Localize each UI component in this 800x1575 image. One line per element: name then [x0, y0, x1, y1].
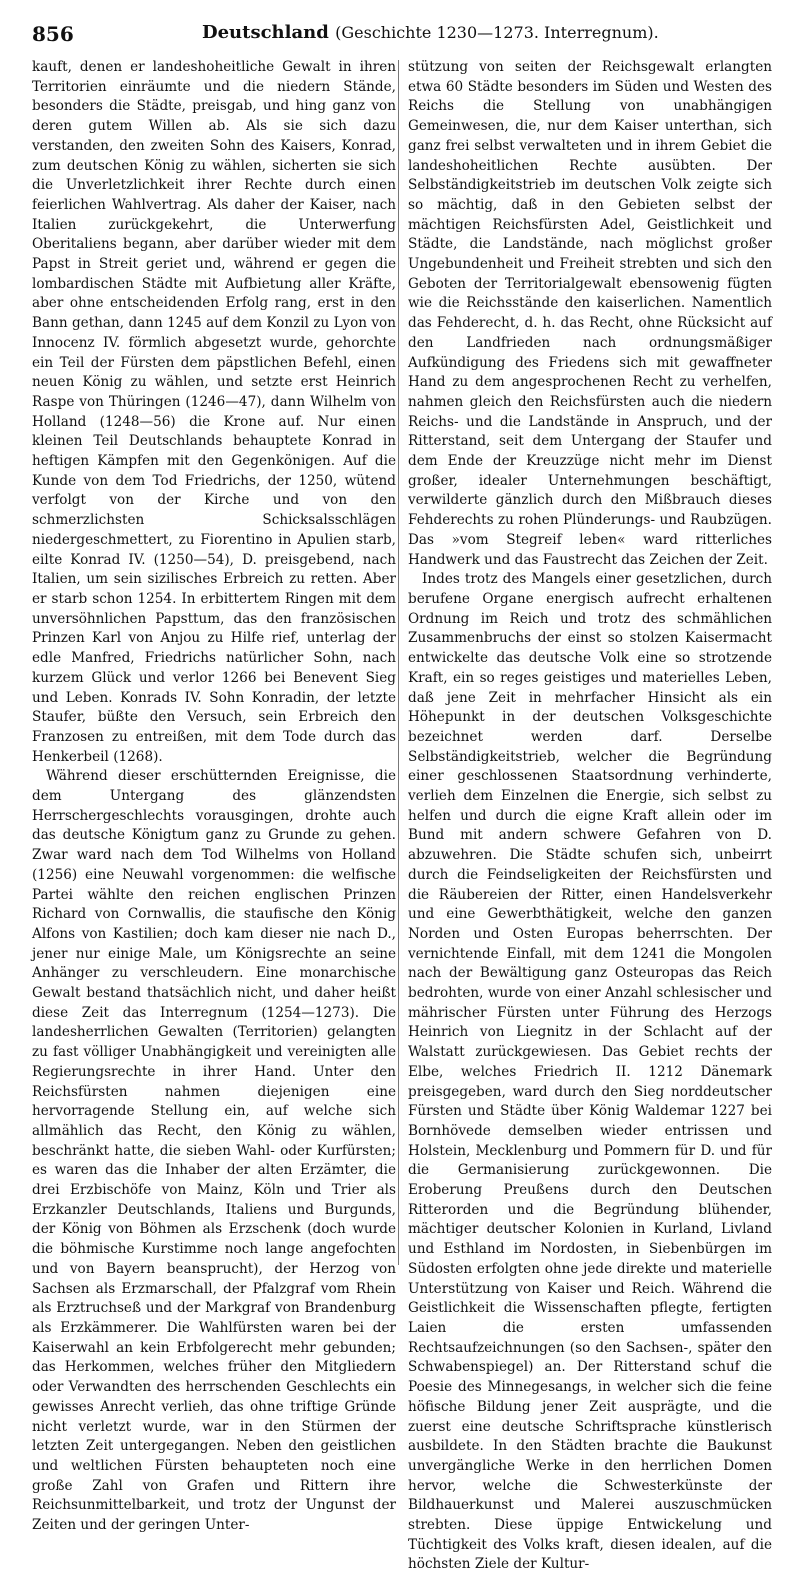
- column-divider: [398, 60, 399, 1265]
- page-header: [32, 18, 776, 48]
- left-paragraph-1: kauft, denen er landeshoheitliche Gewalt in ihren Territorien einräumte und die niedern Stände, besonders die Städte, preisgab, und hing ganz von deren gutem Willen ab. Als sie sich dazu verstanden, den zweiten Sohn des Kaisers, Konrad, zum deutschen König zu wählen, sicherten sie sich die Unverletzlichkeit ihrer Rechte durch einen feierlichen Wahlvertrag. Als daher der Kaiser, nach Italien zurückgekehrt, die Unterwerfung Oberitaliens begann, aber darüber wieder mit dem Papst in Streit geriet und, während er gegen die lombardischen Städte mit Aufbietung aller Kräfte, aber ohne entscheidenden Erfolg rang, erst in den Bann gethan, dann 1245 auf dem Konzil zu Lyon von Innocenz IV. förmlich abgesetzt wurde, gehorchte ein Teil der Fürsten dem päpstlichen Befehl, einen neuen König zu wählen, und setzte erst Heinrich Raspe von Thüringen (1246—47), dann Wilhelm von Holland (1248—56) die Krone auf. Nur einen kleinen Teil Deutschlands behauptete Konrad in heftigen Kämpfen mit den Gegenkönigen. Auf die Kunde von dem Tod Friedrichs, der 1250, wütend verfolgt von der Kirche und von den schmerzlichsten Schicksalsschlägen niedergeschmettert, zu Fiorentino in Apulien starb, eilte Konrad IV. (1250—54), D. preisgebend, nach Italien, um sein sizilisches Erbreich zu retten. Aber er starb schon 1254. In erbittertem Ringen mit dem unversöhnlichen Papsttum, das den französischen Prinzen Karl von Anjou zu Hilfe rief, unterlag der edle Manfred, Friedrichs natürlicher Sohn, nach kurzem Glück und verlor 1266 bei Benevent Sieg und Leben. Konrads IV. Sohn Konradin, der letzte Staufer, büßte den Versuch, sein Erbreich den Franzosen zu entreißen, mit dem Tode durch das Henkerbeil (1268).: [32, 59, 396, 765]
- page-number: 856: [32, 22, 74, 46]
- running-head-title: Deutschland: [202, 22, 329, 43]
- left-paragraph-2: Während dieser erschütternden Ereignisse, die dem Untergang des glänzendsten Herrschergeschlechts vorausgingen, drohte auch das deutsche Königtum ganz zu Grunde zu gehen. Zwar ward nach dem Tod Wilhelms von Holland (1256) eine Neuwahl vorgenommen: die welfische Partei wählte den reichen englischen Prinzen Richard von Cornwallis, die staufische den König Alfons von Kastilien; doch kam dieser nie nach D., jener nur einige Male, um Königsrechte an seine Anhänger zu verschleudern. Eine monarchische Gewalt bestand thatsächlich nicht, und daher heißt diese Zeit das Interregnum (1254—1273). Die landesherrlichen Gewalten (Territorien) gelangten zu fast völliger Unabhängigkeit und vereinigten alle Regierungsrechte in ihrer Hand. Unter den Reichsfürsten nahmen diejenigen eine hervorragende Stellung ein, auf welche sich allmählich das Recht, den König zu wählen, beschränkt hatte, die sieben Wahl- oder Kurfürsten; es waren das die Inhaber der alten Erzämter, die drei Erzbischöfe von Mainz, Köln und Trier als Erzkanzler Deutschlands, Italiens und Burgunds, der König von Böhmen als Erzschenk (doch wurde die böhmische Kurstimme noch lange angefochten und von Bayern beansprucht), der Herzog von Sachsen als Erzmarschall, der Pfalzgraf vom Rhein als Erztruchseß und der Markgraf von Brandenburg als Erzkämmerer. Die Wahlfürsten waren bei der Kaiserwahl an kein Erbfolgerecht mehr gebunden; das Herkommen, welches früher den Mitgliedern oder Verwandten des herrschenden Geschlechts ein gewisses Anrecht verlieh, das ohne triftige Gründe nicht verletzt wurde, war in den Stürmen der letzten Zeit untergegangen. Neben den geistlichen und weltlichen Fürsten behaupteten noch eine große Zahl von Grafen und Rittern ihre Reichsunmittelbarkeit, und trotz der Ungunst der Zeiten und der geringen Unter-: [32, 768, 396, 1534]
- left-column: [32, 58, 396, 1534]
- running-head: [202, 22, 659, 43]
- right-paragraph-2: Indes trotz des Mangels einer gesetzlichen, durch berufene Organe energisch aufrecht erhaltenen Ordnung im Reich und trotz des schmählichen Zusammenbruchs der einst so stolzen Kaisermacht entwickelte das deutsche Volk eine so strotzende Kraft, ein so reges geistiges und materielles Leben, daß jene Zeit in mehrfacher Hinsicht als ein Höhepunkt in der deutschen Volksgeschichte bezeichnet werden darf. Derselbe Selbständigkeitstrieb, welcher die Begründung einer geschlossenen Staatsordnung verhinderte, verlieh dem Einzelnen die Energie, sich selbst zu helfen und durch die eigne Kraft allein oder im Bund mit andern schwere Gefahren von D. abzuwehren. Die Städte schufen sich, unbeirrt durch die Feindseligkeiten der Reichsfürsten und die Räubereien der Ritter, einen Handelsverkehr und eine Gewerbthätigkeit, welche den ganzen Norden und Osten Europas beherrschten. Der vernichtende Einfall, mit dem 1241 die Mongolen nach der Bewältigung ganz Osteuropas das Reich bedrohten, wurde von einer Anzahl schlesischer und mährischer Fürsten unter Führung des Herzogs Heinrich von Liegnitz in der Schlacht auf der Walstatt zurückgewiesen. Das Gebiet rechts der Elbe, welches Friedrich II. 1212 Dänemark preisgegeben, ward durch den Sieg norddeutscher Fürsten und Städte über König Waldemar 1227 bei Bornhövede demselben wieder entrissen und Holstein, Mecklenburg und Pommern für D. und für die Germanisierung zurückgewonnen. Die Eroberung Preußens durch den Deutschen Ritterorden und die Begründung blühender, mächtiger deutscher Kolonien in Kurland, Livland und Esthland im Nordosten, in Siebenbürgen im Südosten erfolgten ohne jede direkte und materielle Unterstützung von Kaiser und Reich. Während die Geistlichkeit die Wissenschaften pflegte, fertigten Laien die ersten umfassenden Rechtsaufzeichnungen (so den Sachsen-, später den Schwabenspiegel) an. Der Ritterstand schuf die Poesie des Minnegesangs, in welcher sich die feine höfische Bildung jener Zeit ausprägte, und die zuerst eine deutsche Schriftsprache künstlerisch ausbildete. In den Städten brachte die Baukunst unvergängliche Werke in den herrlichen Domen hervor, welche die Schwesterkünste der Bildhauerkunst und Malerei auszuschmücken strebten. Diese üppige Entwickelung und Tüchtigkeit des Volks kraft, diesen idealen, auf die höchsten Ziele der Kultur-: [408, 571, 772, 1573]
- right-paragraph-1: stützung von seiten der Reichsgewalt erlangten etwa 60 Städte besonders im Süden und Westen des Reichs die Stellung von unabhängigen Gemeinwesen, die, nur dem Kaiser unterthan, sich ganz frei selbst verwalteten und in ihrem Gebiet die landeshoheitlichen Rechte ausübten. Der Selbständigkeitstrieb im deutschen Volk zeigte sich so mächtig, daß in den Gebieten selbst der mächtigen Reichsfürsten Adel, Geistlichkeit und Städte, die Landstände, nach möglichst großer Ungebundenheit und Freiheit strebten und sich den Geboten der Territorialgewalt ebensowenig fügten wie die Reichsstände den kaiserlichen. Namentlich das Fehderecht, d. h. das Recht, ohne Rücksicht auf den Landfrieden nach ordnungsmäßiger Aufkündigung des Friedens sich mit gewaffneter Hand zu dem angesprochenen Recht zu verhelfen, nahmen gleich den Reichsfürsten auch die niedern Reichs- und die Landstände in Anspruch, und der Ritterstand, seit dem Untergang der Staufer und dem Ende der Kreuzzüge nicht mehr im Dienst großer, idealer Unternehmungen beschäftigt, verwilderte gänzlich durch den Mißbrauch dieses Fehderechts zu rohen Plünderungs- und Raubzügen. Das »vom Stegreif leben« ward ritterliches Handwerk und das Faustrecht das Zeichen der Zeit.: [408, 59, 772, 568]
- running-head-subtitle: (Geschichte 1230—1273. Interregnum).: [335, 23, 659, 42]
- right-column: [408, 58, 772, 1573]
